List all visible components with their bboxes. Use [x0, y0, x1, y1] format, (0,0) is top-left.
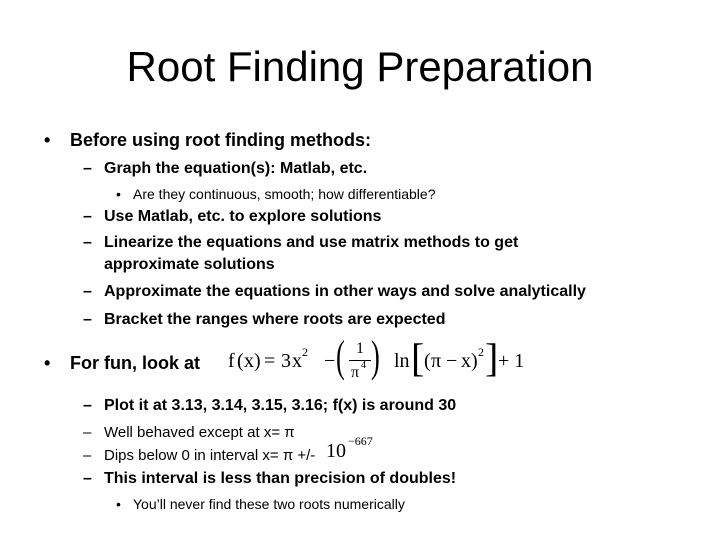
eq-frac-numerator: 1	[356, 340, 364, 357]
dash-marker: –	[83, 311, 92, 328]
bullet-bracket: Bracket the ranges where roots are expected	[104, 311, 446, 328]
dash-marker: –	[83, 208, 92, 225]
eq-big-lparen: (	[336, 332, 345, 381]
bullet-plot-values: Plot it at 3.13, 3.14, 3.15, 3.16; f(x) is around 30	[104, 397, 457, 414]
bullet-linearize-line2: approximate solutions	[104, 256, 275, 273]
dash-marker: –	[83, 470, 92, 487]
eq-big-rparen: )	[371, 332, 380, 381]
bullet-marker: •	[116, 496, 121, 512]
eq-equals: =	[264, 350, 276, 372]
bullet-interval-precision: This interval is less than precision of doubles!	[104, 470, 457, 487]
eq-fraction-bar	[349, 360, 371, 361]
dash-marker: –	[83, 397, 92, 414]
eq-x: x	[244, 350, 254, 372]
eq-x-squared-base: x	[292, 350, 302, 372]
dash-marker: –	[83, 283, 92, 300]
bullet-marker: •	[44, 130, 51, 150]
slide-title: Root Finding Preparation	[126, 43, 594, 90]
eq-ln: ln	[394, 350, 410, 372]
eq-three: 3	[281, 350, 291, 372]
bullet-linearize-line1: Linearize the equations and use matrix methods to get	[104, 234, 519, 251]
small-number-base: 10	[326, 440, 346, 462]
bullet-well-behaved: Well behaved except at x= π	[104, 424, 295, 441]
eq-pi: π	[431, 350, 442, 372]
eq-minus-inner: −	[446, 350, 458, 372]
eq-frac-pi: π	[351, 364, 360, 381]
eq-x-inner: x	[461, 350, 471, 372]
eq-rbracket: ]	[485, 335, 499, 380]
eq-rparen: )	[254, 350, 261, 372]
eq-x-squared-exponent: 2	[302, 345, 308, 359]
dash-marker: –	[83, 447, 92, 464]
bullet-for-fun: For fun, look at	[70, 353, 200, 373]
eq-f: f	[228, 350, 235, 372]
eq-inner-exponent: 2	[478, 345, 484, 359]
dash-marker: –	[83, 424, 92, 441]
eq-inner-rparen: )	[471, 350, 478, 372]
small-number-exponent: −667	[348, 434, 373, 448]
dash-marker: –	[83, 234, 92, 251]
bullet-dips-below-zero: Dips below 0 in interval x= π +/-	[104, 447, 316, 464]
dash-marker: –	[83, 160, 92, 177]
eq-lbracket: [	[411, 335, 425, 380]
bullet-continuous: Are they continuous, smooth; how differentiable?	[133, 186, 436, 202]
bullet-marker: •	[44, 353, 51, 373]
bullet-marker: •	[116, 186, 121, 202]
eq-frac-pi-exponent: 4	[361, 360, 366, 371]
eq-minus: −	[324, 350, 336, 372]
bullet-approximate: Approximate the equations in other ways and solve analytically	[104, 283, 586, 300]
eq-plus-one: + 1	[498, 350, 525, 372]
bullet-before-using: Before using root finding methods:	[70, 130, 371, 150]
bullet-never-find-roots: You’ll never find these two roots numerically	[133, 496, 405, 512]
eq-lparen: (	[237, 350, 244, 372]
bullet-explore-solutions: Use Matlab, etc. to explore solutions	[104, 208, 382, 225]
eq-inner-lparen: (	[424, 350, 431, 372]
bullet-graph-equations: Graph the equation(s): Matlab, etc.	[104, 160, 368, 177]
